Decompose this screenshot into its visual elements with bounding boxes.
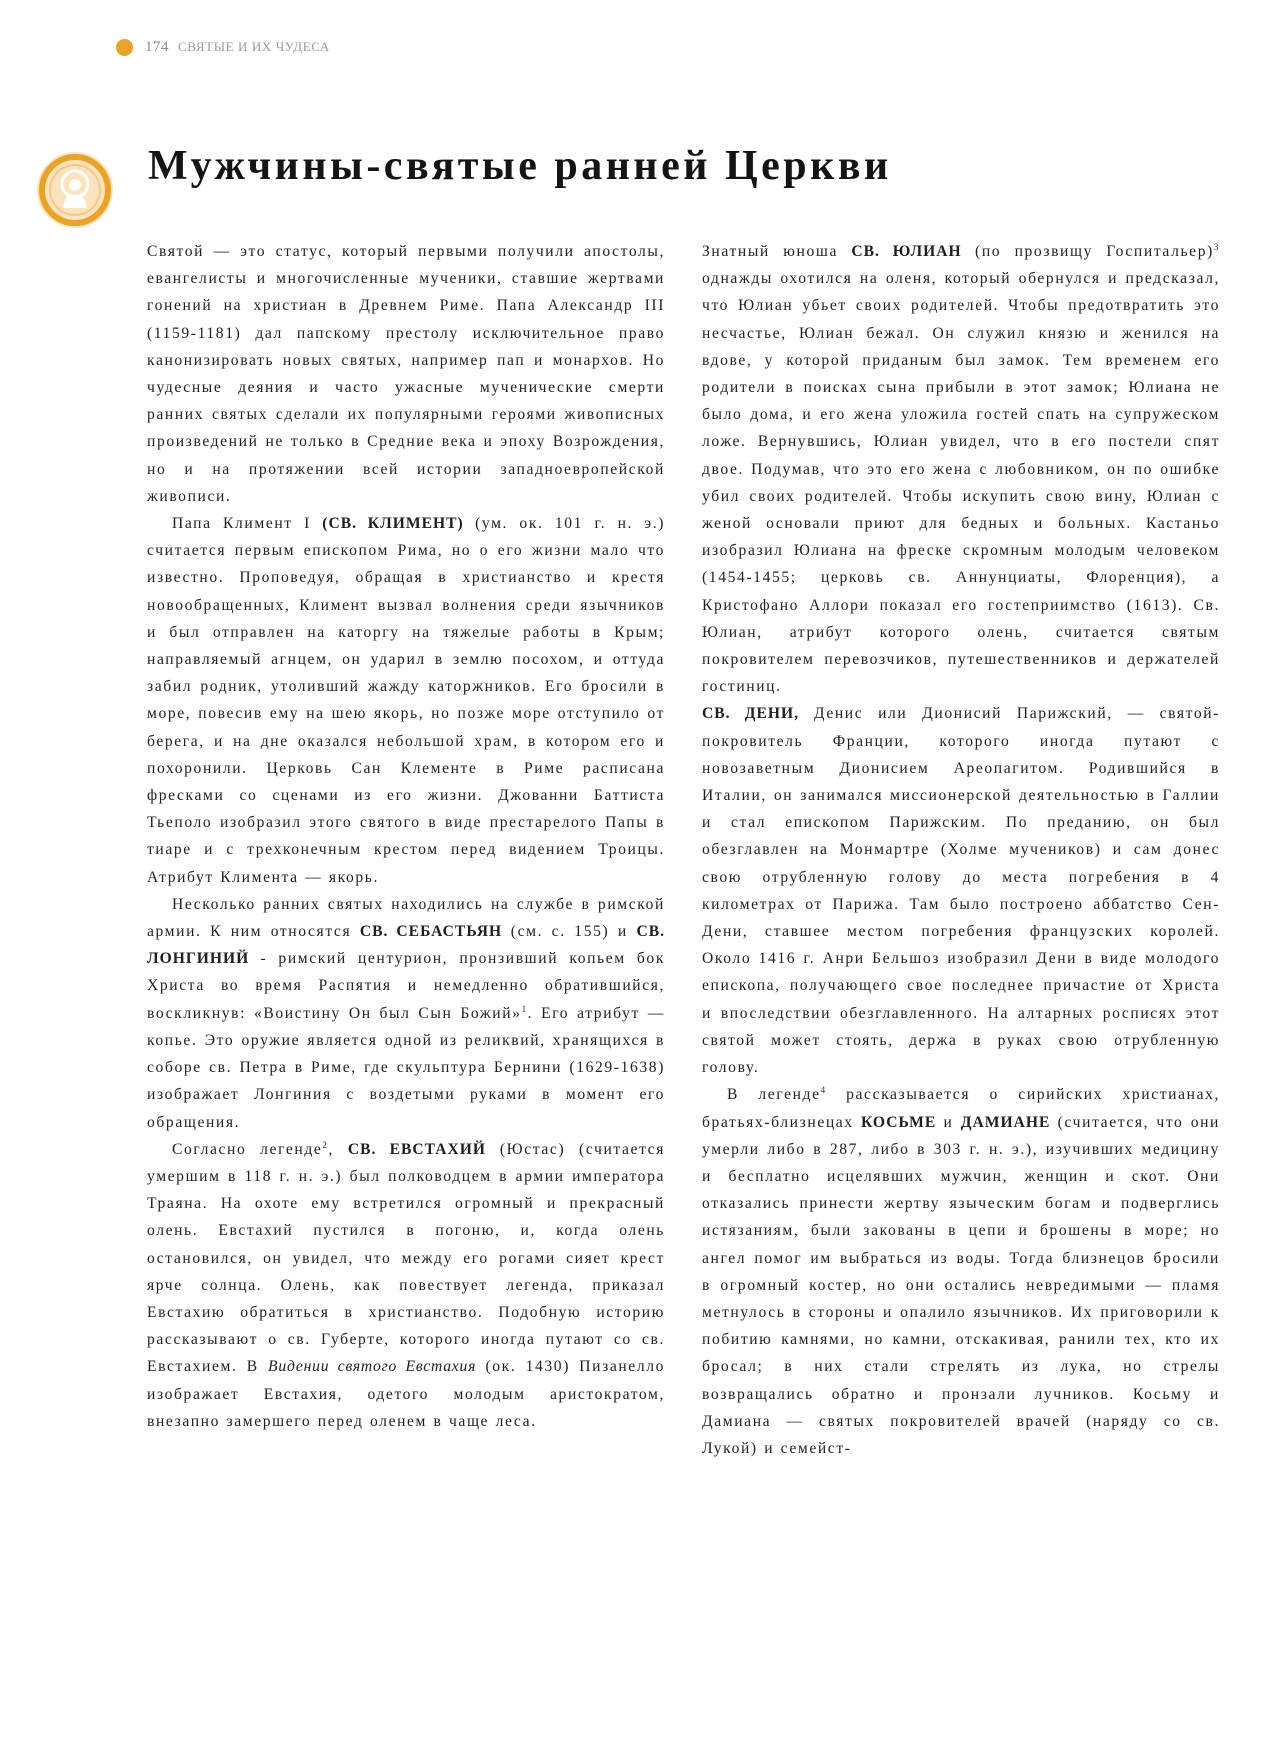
footnote-ref: 1 bbox=[521, 1003, 528, 1014]
paragraph-denis: СВ. ДЕНИ, Денис или Дионисий Парижский, — святой-покровитель Франции, которого иногда путают с новозаветным Дионисием Ареопагитом. Родившийся в Италии, он занимался миссионерской деятельностью в Галлии и стал епископом Парижским. По преданию, он был обезглавлен на Монмартре (Холме мучеников) и сам донес свою отрубленную голову до места погребения в 4 километрах от Парижа. Там было построено аббатство Сен-Дени, ставшее местом погребения французских королей. Около 1416 г. Анри Бельшоз изобразил Дени в виде молодого епископа, получающего свое последнее причастие от Христа и впоследствии обезглавленного. На алтарных росписях этот святой может стоять, держа в руках свою отрубленную голову. bbox=[702, 705, 1221, 1077]
footnote-ref: 3 bbox=[1213, 241, 1220, 252]
footnote-ref: 4 bbox=[820, 1085, 827, 1096]
paragraph-julian: Знатный юноша СВ. ЮЛИАН (по прозвищу Госпитальер)$^3$ однажды охотился на оленя, который обернулся и предсказал, что Юлиан убьет своих родителей. Чтобы предотвратить это несчастье, Юлиан бежал. Он служил князю и женился на вдове, у которой приданым был замок. Тем временем его родители в поисках сына прибыли в этот замок; Юлиана не было дома, и его жена уложила гостей спать на супружеском ложе. Вернувшись, Юлиан увидел, что в его постели спят двое. Подумав, что это его жена с любовником, он по ошибке убил своих родителей. Чтобы искупить свою вину, Юлиан с женой основали приют для бедных и больных. Кастаньо изобразил Юлиана на фреске скромным молодым человеком (1454-1455; церковь св. Аннунциаты, Флоренция), а Кристофано Аллори показал его гостеприимство (1613). Св. Юлиан, атрибут которого олень, считается святым покровителем перевозчиков, путешественников и держателей гостиниц. bbox=[702, 241, 1220, 696]
paragraph-eustace: Согласно легенде$^2$, СВ. ЕВСТАХИЙ (Юстас) (считается умершим в 118 г. н. э.) был полководцем в армии императора Траяна. На охоте ему встретился огромный и прекрасный олень. Евстахий пустился в погоню, и, когда олень остановился, он увидел, что между его рогами сияет крест ярче солнца. Олень, как повествует легенда, приказал Евстахию обратиться в христианство. Подобную историю рассказывают о св. Губерте, которого иногда путают со св. Евстахием. В Видении святого Евстахия (ок. 1430) Пизанелло изображает Евстахия, одетого молодым аристократом, внезапно замершего перед оленем в чаще леса. bbox=[147, 1139, 665, 1430]
paragraph-soldiers: Несколько ранних святых находились на службе в римской армии. К ним относятся СВ. СЕБАСТЬЯН (см. с. 155) и СВ. ЛОНГИНИЙ - римский центурион, пронзивший копьем бок Христа во время Распятия и немедленно обратившийся, воскликнув: «Воистину Он был Сын Божий»$^1$. Его атрибут — копье. Это оружие является одной из реликвий, хранящихся в соборе св. Петра в Риме, где скульптура Бернини (1629-1638) изображает Лонгиния с воздетыми руками в момент его обращения. bbox=[147, 895, 666, 1131]
section-title: СВЯТЫЕ И ИХ ЧУДЕСА bbox=[178, 39, 330, 54]
right-column bbox=[702, 238, 1220, 1462]
paragraph-intro: Святой — это статус, который первыми получили апостолы, евангелисты и многочисленные мученики, ставшие жертвами гонений на христиан в Древнем Риме. Папа Александр III (1159-1181) дал папскому престолу исключительное право канонизировать новых святых, например пап и монархов. Но чудесные деяния и часто ужасные мученические смерти ранних святых сделали их популярными героями живописных произведений не только в Средние века и эпоху Возрождения, но и на протяжении всей истории западноевропейской живописи. bbox=[147, 243, 665, 505]
page-title: Мужчины-святые ранней Церкви bbox=[148, 143, 892, 189]
footnote-ref: 2 bbox=[322, 1139, 329, 1150]
halo-saint-icon bbox=[35, 150, 115, 230]
section-dot-icon bbox=[116, 39, 133, 56]
running-header bbox=[116, 36, 330, 58]
paragraph-cosmas-damian: В легенде$^4$ рассказывается о сирийских христианах, братьях-близнецах КОСЬМЕ и ДАМИАНЕ (считается, что они умерли либо в 287, либо в 303 г. н. э.), изучивших медицину и бесплатно исцелявших мужчин, женщин и скот. Они отказались принести жертву языческим богам и подверглись истязаниям, были закованы в цепи и брошены в море; но ангел помог им выбраться из воды. Тогда близнецов бросили в огромный костер, но они остались невредимыми — пламя метнулось в стороны и опалило язычников. Их приговорили к побитию камнями, но камни, отскакивая, ранили тех, кто их бросал; в них стали стрелять из лука, но стрелы возвращались обратно и пронзали лучников. Косьму и Дамиана — святых покровителей врачей (наряду со св. Лукой) и семейст- bbox=[702, 1085, 1220, 1457]
left-column bbox=[147, 238, 665, 1435]
paragraph-clement: Папа Климент I (СВ. КЛИМЕНТ) (ум. ок. 101 г. н. э.) считается первым епископом Рима, но о его жизни мало что известно. Проповедуя, обращая в христианство и крестя новообращенных, Климент вызвал волнения среди язычников и был отправлен на каторгу на тяжелые работы в Крым; направляемый агнцем, он ударил в землю посохом, и оттуда забил родник, утоливший жажду каторжников. Его бросили в море, повесив ему на шею якорь, но позже море отступило от берега, и на дне оказался небольшой храм, в котором его и похоронили. Церковь Сан Клементе в Риме расписана фресками со сценами из его жизни. Джованни Баттиста Тьеполо изобразил этого святого в виде престарелого Папы в тиаре и с трехконечным крестом перед видением Троицы. Атрибут Климента — якорь. bbox=[147, 515, 665, 886]
page-number: 174 bbox=[145, 38, 169, 55]
